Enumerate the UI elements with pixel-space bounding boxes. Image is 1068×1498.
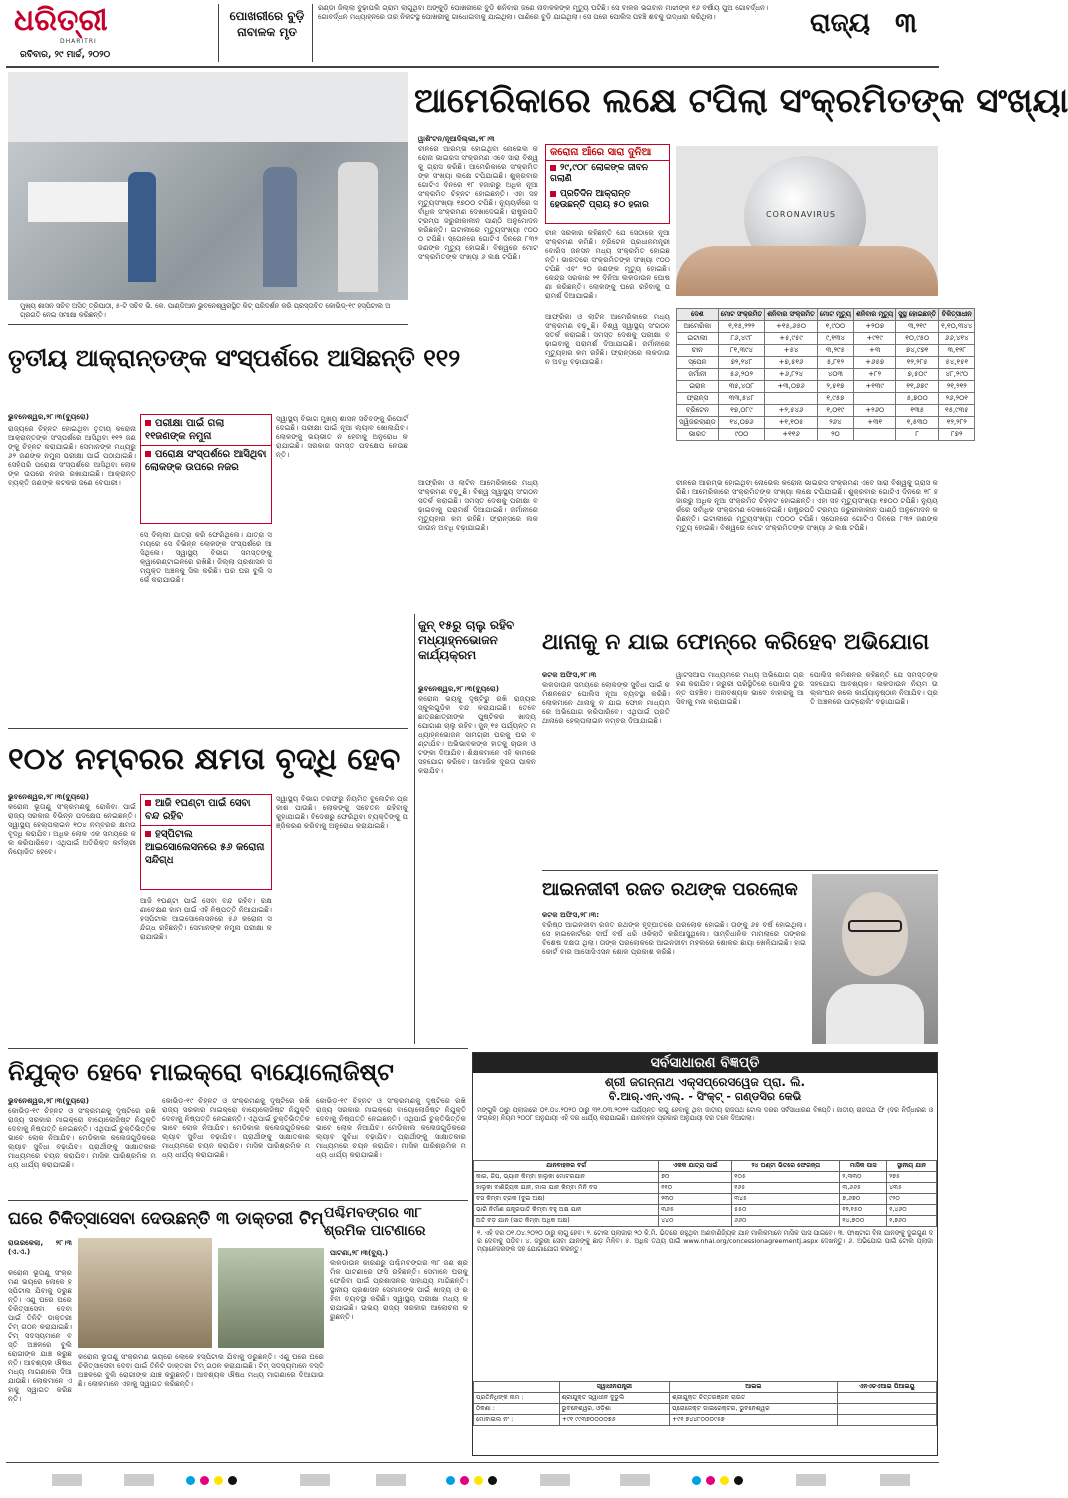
table-cell: ୮୬,୪୯୮ — [718, 333, 765, 345]
gray-block — [880, 1474, 910, 1486]
one04-dateline: ଭୁବନେଶ୍ୱର,୨୮।୩(ବ୍ୟୁରୋ) — [8, 792, 89, 801]
notice-notes: ୧. ଏହି ଦର ୦୧.୦୪.୨୦୨୦ ଠାରୁ ଲାଗୁ ହେବ। ୨. ଟୋଲ ପ୍ଲାଜାର ୨୦ କି.ମି. ଭିତରେ ରହୁଥିବା ଅଣବାଣିଜ୍ୟିକ ଯାନ ମାଲିକମାନେ ମାସିକ ପାସ ପାଇବେ। ୩. ଫାଷ୍ଟାଗ ବିନା ଯାନଙ୍କୁ ଦୁଇଗୁଣ ଦର ଦେବାକୁ ପଡ଼ିବ। ୪. ଜରୁରୀ ସେବା ଯାନଙ୍କୁ ଛାଡ଼ ମିଳିବ। ୫. ଅଧିକ ତଥ୍ୟ ପାଇଁ www.nhai.org/concessionagreementj.aspx ଦେଖନ୍ତୁ। ୬. ଅଭିଯୋଗ ପାଇଁ ଟୋଲ ପ୍ଲାଜା ମ୍ୟାନେଜରଙ୍କ ସହ ଯୋଗାଯୋଗ କରନ୍ତୁ। — [477, 1229, 933, 1254]
table-cell: ୨,୩୩୦ — [840, 1172, 887, 1183]
america-box-item — [546, 187, 669, 213]
america-headline: ଆମେରିକାରେ ଲକ୍ଷେ ଟପିଲା ସଂକ୍ରମିତଙ୍କ ସଂଖ୍ୟା — [414, 81, 1068, 121]
table-cell: +୯୧ ୯୯୩୭୦୦୦୦୭୬ — [559, 1415, 669, 1426]
table-row — [677, 321, 975, 333]
micro-body-col3: କୋଭିଡ଼-୧୯ ଚିହ୍ନଟ ଓ ସଂକ୍ରମଣକୁ ଦୃଷ୍ଟିରେ ରଖି ରାଜ୍ୟ ସରକାର ମାଇକ୍ରୋ ବାୟୋଲୋଜିଷ୍ଟ ନିଯୁକ୍ତି ଦେବାକୁ ନିଷ୍ପତ୍ତି ନେଇଛନ୍ତି। ଏଥିପାଇଁ ଚୁକ୍ତିଭିତ୍ତିକ ଭାବେ ଲୋକ ନିଆଯିବ। ମେଡିକାଲ କଲେଜଗୁଡ଼ିକରେ ଲ୍ୟାବ ସୁବିଧା ବଢ଼ାଯିବ। ପ୍ରାର୍ଥୀଙ୍କୁ ସାକ୍ଷାତକାର ମାଧ୍ୟମରେ ଚୟନ କରାଯିବ। ମାସିକ ପାରିଶ୍ରମିକ ମଧ୍ୟ ଧାର୍ଯ୍ୟ କରାଯାଇଛି। — [316, 1096, 466, 1159]
table-cell: ଶ୍ରୀଯୁକ୍ତ ଚିତ୍ତରଞ୍ଜନ ରାଉତ — [670, 1393, 838, 1404]
logo-text: ଧରିତ୍ରୀ — [14, 3, 108, 38]
table-row — [474, 1205, 937, 1216]
table-header: ଯାନବାହନର ବର୍ଗ — [474, 1161, 659, 1172]
table-cell: ୭,୫୦୯ — [896, 369, 939, 381]
table-cell: +୩ — [854, 345, 896, 357]
contact-table — [473, 1381, 937, 1426]
table-cell: ୧୩୫ — [896, 405, 939, 417]
divider — [8, 728, 408, 729]
table-cell: ୨୬,୨୦୧ — [939, 393, 975, 405]
table-cell: +୧୫,୬୫୦ — [765, 321, 818, 333]
third-box-item — [141, 446, 271, 476]
footer-rule — [6, 1462, 939, 1463]
table-cell: ୧୨,୨୮୨ — [939, 417, 975, 429]
micro-body-col1: କୋଭିଡ଼-୧୯ ଚିହ୍ନଟ ଓ ସଂକ୍ରମଣକୁ ଦୃଷ୍ଟିରେ ରଖି ରାଜ୍ୟ ସରକାର ମାଇକ୍ରୋ ବାୟୋଲୋଜିଷ୍ଟ ନିଯୁକ୍ତି ଦେବାକୁ ନିଷ୍ପତ୍ତି ନେଇଛନ୍ତି। ଏଥିପାଇଁ ଚୁକ୍ତିଭିତ୍ତିକ ଭାବେ ଲୋକ ନିଆଯିବ। ମେଡିକାଲ କଲେଜଗୁଡ଼ିକରେ ଲ୍ୟାବ ସୁବିଧା ବଢ଼ାଯିବ। ପ୍ରାର୍ଥୀଙ୍କୁ ସାକ୍ଷାତକାର ମାଧ୍ୟମରେ ଚୟନ କରାଯିବ। ମାସିକ ପାରିଶ୍ରମିକ ମଧ୍ୟ ଧାର୍ଯ୍ୟ କରାଯାଇଛି। — [8, 1106, 157, 1169]
table-cell: ୪୩୫ — [887, 1183, 937, 1194]
table-cell — [837, 1404, 936, 1415]
table-cell: ବ୍ରିଟେନ — [677, 405, 719, 417]
table-cell: ୩୩,୫୪୮ — [718, 393, 765, 405]
divider — [542, 870, 938, 871]
one04-headline: ୧୦୪ ନମ୍ବରର କ୍ଷମତା ବୃଦ୍ଧି ହେବ — [8, 742, 401, 777]
third-body-col2: ସେ ଦିଲ୍ଲୀ ଯାତ୍ରା କରି ଫେରିଥିଲେ। ଯାତ୍ରା ସମୟରେ ସେ ବିଭିନ୍ନ ଲୋକଙ୍କ ସଂସ୍ପର୍ଶରେ ଆସିଥିଲେ। ସ୍ୱାସ୍ଥ୍ୟ ବିଭାଗ ସମସ୍ତଙ୍କୁ କ୍ୱାରେଣ୍ଟାଇନରେ ରଖିଛି। ଜିଲ୍ଲା ପ୍ରଶାସନ ସମ୍ପୃକ୍ତ ଅଞ୍ଚଳକୁ ସିଲ କରିଛି। ଘର ଘର ବୁଲି ସର୍ଭେ କରାଯାଉଛି। — [140, 530, 272, 584]
table-row — [474, 1415, 937, 1426]
box-item-text: ପରୀକ୍ଷା ପାଇଁ ଗଲା ୧୧ଜଣଙ୍କ ନମୁନା — [145, 418, 225, 442]
table-cell: ୧୦,୯୫୦ — [896, 333, 939, 345]
midday-body: କରୋନା ଭୟକୁ ଦୃଷ୍ଟିରୁ ରଖି ରାଜ୍ୟର ସ୍କୁଲଗୁଡ଼ିକ ବନ୍ଦ କରାଯାଇଛି। ତେବେ ଛାତ୍ରଛାତ୍ରୀଙ୍କ ପୁଷ୍ଟିକର ଖାଦ୍ୟ ଯୋଗାଣ ଚାଲୁ ରହିବ। ଜୁନ୍ ୧୫ ପର୍ଯ୍ୟନ୍ତ ମଧ୍ୟାହ୍ନଭୋଜନ ସାମଗ୍ରୀ ଘରକୁ ଘର ବଣ୍ଟାଯିବ। ଅଭିଭାବକଙ୍କ ହାତକୁ ଚାଉଳ ଓ ଟଙ୍କା ଦିଆଯିବ। ଶିକ୍ଷକମାନେ ଏହି କାମରେ ସହଯୋଗ କରିବେ। ସାମାଜିକ ଦୂରତା ପାଳନ କରାଯିବ। — [418, 694, 536, 775]
table-cell: ଆମେରିକା — [677, 321, 719, 333]
thana-headline: ଥାନାକୁ ନ ଯାଇ ଫୋନ୍‌ରେ କରିହେବ ଅଭିଯୋଗ — [542, 630, 930, 655]
table-cell: ଇରାନ — [677, 381, 719, 393]
registration-marks — [0, 1470, 945, 1494]
table-cell: ୬୬,୪୧୪ — [939, 333, 975, 345]
table-cell: ୫୬,୨୦୨ — [718, 369, 765, 381]
divider — [8, 1048, 468, 1049]
gray-block — [124, 1474, 154, 1486]
table-cell — [837, 1393, 936, 1404]
table-cell: ୫,୭୦୦ — [896, 393, 939, 405]
america-box-title: କରୋନା ଆଁରେ ସାରା ଦୁନିଆ — [546, 145, 669, 161]
table-cell: ୩,୨୧୯ — [896, 321, 939, 333]
table-cell: ଭାରତ — [677, 429, 719, 441]
table-cell: ୧୫,୯୩୫ — [939, 405, 975, 417]
table-row — [474, 1216, 937, 1227]
table-cell: ୪୪୦ — [659, 1216, 732, 1227]
table-row — [677, 381, 975, 393]
masthead — [0, 0, 945, 64]
one04-body-col1: କରୋନା ଭୂତାଣୁ ସଂକ୍ରମଣକୁ ରୋକିବା ପାଇଁ ରାଜ୍ୟ ସରକାର ବିଭିନ୍ନ ପଦକ୍ଷେପ ନେଇଛନ୍ତି। ସ୍ୱାସ୍ଥ୍ୟ ହେଲ୍ପଲାଇନ ୧୦୪ ନମ୍ବରର କ୍ଷମତା ବୃଦ୍ଧି କରାଯିବ। ଅଧିକ ଲୋକ ଏକ ସମୟରେ କଲ କରିପାରିବେ। ଏଥିପାଇଁ ଅତିରିକ୍ତ କର୍ମଚାରୀ ନିୟୋଜିତ ହେବେ। — [8, 802, 136, 856]
table-cell: ୩,୧୨୮ — [939, 345, 975, 357]
table-cell: ଭାରି ନିର୍ମାଣ ଯନ୍ତ୍ରପାତି କିମ୍ବା ବହୁ ଅକ୍ଷ ଯାନ — [474, 1205, 659, 1216]
gray-block — [376, 1474, 406, 1486]
table-row — [677, 345, 975, 357]
divider — [8, 1200, 468, 1201]
globe-photo — [676, 146, 938, 296]
table-row — [677, 369, 975, 381]
table-cell: ୧,୧୫,୨୨୨ — [718, 321, 765, 333]
table-cell: ୭୪,୯୭୧ — [896, 345, 939, 357]
table-cell: +୭,୫୧୬ — [765, 357, 818, 369]
table-cell: ୯୨୦ — [887, 1194, 937, 1205]
table-cell: ୫୫୦ — [732, 1205, 840, 1216]
table-cell: ୨୦ — [817, 429, 853, 441]
rath-body: ବରିଷ୍ଠ ଆଇନଜୀବୀ ରଜତ ରଥଙ୍କ ହୃଦ୍‌ଘାତରେ ପରଲୋକ ହୋଇଛି। ତାଙ୍କୁ ୬୫ ବର୍ଷ ହୋଇଥିଲା। ସେ ହାଇକୋର୍ଟରେ ଦୀର୍ଘ ବର୍ଷ ଧରି ଓକିଲାତି କରିଆସୁଥିଲେ। ସାମ୍ବିଧାନିକ ମାମଲାରେ ତାଙ୍କର ବିଶେଷ ଦକ୍ଷତା ଥିଲା। ତାଙ୍କ ପରଲୋକରେ ଆଇନଜୀବୀ ମହଲରେ ଶୋକର ଛାୟା ଖେଳିଯାଇଛି। ହାଇକୋର୍ଟ ବାର ଆସୋସିଏସନ ଶୋକ ପ୍ରକାଶ କରିଛି। — [542, 920, 806, 956]
table-cell: ୮୭୨ — [939, 429, 975, 441]
box-item-text: ଆଜି ୧ଘଣ୍ଟା ପାଇଁ ସେବା ବନ୍ଦ ରହିବ — [145, 798, 251, 822]
table-cell: ୯,୧୩୪ — [817, 333, 853, 345]
table-cell: ୨୧,୨୧୨ — [939, 381, 975, 393]
table-row — [474, 1404, 937, 1415]
table-cell: ବସ କିମ୍ବା ଟ୍ରକ (ଦୁଇ ଅକ୍ଷ) — [474, 1194, 659, 1205]
table-header: ମାସିକ ପାସ — [840, 1161, 887, 1172]
logo — [14, 4, 144, 46]
midday-dateline: ଭୁବନେଶ୍ୱର,୨୮।୩(ବ୍ୟୁରୋ) — [418, 684, 499, 693]
table-cell: ୩,୨୯୫ — [817, 345, 853, 357]
world-stats-table — [676, 308, 975, 441]
thana-body-col3: ପୋଲିସ କମିଶନର କହିଛନ୍ତି ଯେ ସମସ୍ତଙ୍କ ସହଯୋଗ ଆବଶ୍ୟକ। ଲକଡାଉନ ନିୟମ ଉଲ୍ଲଂଘନ କଲେ କାର୍ଯ୍ୟାନୁଷ୍ଠାନ ନିଆଯିବ। ପ୍ରତି ଅଞ୍ଚଳରେ ପାଟ୍ରୋଲିଂ ବଢ଼ାଯାଇଛି। — [810, 670, 938, 706]
table-cell: +୫,୯୫୯ — [765, 333, 818, 345]
table-row — [677, 417, 975, 429]
table-row — [677, 357, 975, 369]
table-cell: +୯୧୯ — [854, 333, 896, 345]
cmyk-dots — [692, 1474, 752, 1488]
table-cell: ୪୦୩ — [817, 369, 853, 381]
divider — [218, 4, 219, 62]
midday-headline: ଜୁନ୍ ୧୫ରୁ ଚାଲୁ ରହିବ ମଧ୍ୟାହ୍ନଭୋଜନ କାର୍ଯ୍ୟକ୍ରମ — [418, 618, 515, 662]
table-cell: ଚୀନ — [677, 345, 719, 357]
teaser-text: ରଣ୍ଡା ଜିଲ୍ଲା ବୁଢ଼ାପଲି ଗ୍ରାମ ଲାଗୁଥିବା ଅଙ୍କୁଡ଼ି ପୋଖରୀରେ ବୁଡ଼ି ଶନିବାର ଜଣେ ନାବାଳକଙ୍କ ମୃତ୍ୟୁ ଘଟିଛି। ସେ ବାଳକ ଭଗବାନ ମାଝୀଙ୍କ ୧୬ ବର୍ଷୀୟ ପୁଅ ଗୋବର୍ଦ୍ଧନ। ଗୋବର୍ଦ୍ଧନ ମଧ୍ୟାହ୍ନରେ ତାର ନିକଟସ୍ଥ ପୋଖରୀକୁ ଗାଧୋଇବାକୁ ଯାଇଥିଲା। ପାଣିରେ ବୁଡ଼ି ଯାଇଥିଲା। ସେ ପରେ ପୋଲିସ ପହଞ୍ଚି ଶବକୁ ଉଦ୍ଧାର କରିଥିଲା। — [318, 4, 768, 22]
table-row — [474, 1194, 937, 1205]
table-cell: ଫ୍ରାନ୍ସ — [677, 393, 719, 405]
globe-label: CORONAVIRUS — [766, 210, 837, 219]
public-notice — [472, 1052, 938, 1456]
table-cell: ୩୬୫ — [659, 1205, 732, 1216]
table-header: ଶନିବାର ସଂକ୍ରମିତ — [765, 309, 818, 321]
table-cell: ୮ — [896, 429, 939, 441]
table-cell: ସ୍ପେନ — [677, 357, 719, 369]
ghare-photo — [78, 1238, 212, 1348]
america-body-col4: ଚୀନରେ ଆରମ୍ଭ ହୋଇଥିବା ନୋଭେଲ କରୋନା ଭାଇରସ ସଂକ୍ରମଣ ଏବେ ସାରା ବିଶ୍ୱକୁ ଗ୍ରାସ କରିଛି। ଆମେରିକାରେ ସଂକ୍ରମିତଙ୍କ ସଂଖ୍ୟା ଲକ୍ଷେ ଟପିଯାଇଛି। ଶୁକ୍ରବାର ଗୋଟିଏ ଦିନରେ ୧୮ ହଜାରରୁ ଅଧିକ ନୂଆ ସଂକ୍ରମିତ ଚିହ୍ନଟ ହୋଇଛନ୍ତି। ଏହା ସହ ମୃତ୍ୟୁସଂଖ୍ୟା ୧୭୦୦ ଟପିଛି। ନ୍ୟୁୟର୍କରେ ସର୍ବାଧିକ ସଂକ୍ରମଣ ଦେଖାଦେଇଛି। ରାଷ୍ଟ୍ରପତି ଟ୍ରମ୍ପ ଜରୁରୀକାଳୀନ ପାଣ୍ଠି ଅନୁମୋଦନ କରିଛନ୍ତି। ଇଟାଲୀରେ ମୃତ୍ୟୁସଂଖ୍ୟା ୯୦୦୦ ଟପିଛି। ସ୍ପେନରେ ଗୋଟିଏ ଦିନରେ ୮୩୨ ଜଣଙ୍କ ମୃତ୍ୟୁ ହୋଇଛି। ବିଶ୍ୱରେ ମୋଟ ସଂକ୍ରମିତଙ୍କ ସଂଖ୍ୟା ୬ ଲକ୍ଷ ଟପିଛି। — [676, 478, 938, 532]
table-cell: +୬,୮୨୪ — [765, 369, 818, 381]
table-cell: ୮୧,୩୯୪ — [718, 345, 765, 357]
rath-headline: ଆଇନଜୀବୀ ରଜତ ରଥଙ୍କ ପରଲୋକ — [542, 879, 798, 900]
table-cell — [765, 393, 818, 405]
thana-body-col1: ଲକଡାଉନ ସମୟରେ ଲୋକଙ୍କ ସୁବିଧା ପାଇଁ କମିଶନରେଟ ପୋଲିସ ନୂଆ ବ୍ୟବସ୍ଥା କରିଛି। ଲୋକମାନେ ଥାନାକୁ ନ ଯାଇ ଫୋନ ମାଧ୍ୟମରେ ଅଭିଯୋଗ କରିପାରିବେ। ଏଥିପାଇଁ ପ୍ରତି ଥାନାରେ ହେଲ୍ପଲାଇନ ନମ୍ବର ଦିଆଯାଇଛି। — [542, 680, 670, 725]
notice-subtitle: ବି.ଆର୍.ଏନ୍.ଏଲ୍. - ସିଂକ୍ଟ୍ - ଗଣ୍ଡସିର କେଭି — [608, 1090, 802, 1103]
bengal-headline: ପଶ୍ଚିମବଙ୍ଗର ୩୮ ଶ୍ରମିକ ପାଟଣାରେ — [324, 1205, 426, 1239]
table-cell — [837, 1415, 936, 1426]
third-body-col1: ରାଜ୍ୟରେ ଚିହ୍ନଟ ହୋଇଥିବା ତୃତୀୟ କରୋନା ଆକ୍ରାନ୍ତଙ୍କ ସଂସ୍ପର୍ଶରେ ଆସିଥିବା ୧୧୨ ଜଣଙ୍କୁ ଚିହ୍ନଟ କରାଯାଇଛି। ସେମାନଙ୍କ ମଧ୍ୟରୁ ୬୨ ଜଣଙ୍କ ନମୁନା ପରୀକ୍ଷା ପାଇଁ ପଠାଯାଇଛି। ସେହିପରି ପରୋକ୍ଷ ସଂସ୍ପର୍ଶରେ ଆସିଥିବା ଲୋକଙ୍କ ଉପରେ ନଜର ରଖାଯାଇଛି। ଆକ୍ରାନ୍ତ ବ୍ୟକ୍ତି ଜଣଙ୍କ କଟକର ଜଣେ ବେପାରୀ। — [8, 424, 136, 487]
table-cell: +୧୧୬ — [765, 429, 818, 441]
table-row — [474, 1183, 937, 1194]
box-item-text: ପରୋକ୍ଷ ସଂସ୍ପର୍ଶରେ ଆସିଥିବା ଲୋକଙ୍କ ଉପରେ ନଜର — [145, 449, 267, 473]
table-row — [474, 1393, 937, 1404]
table-cell: ୩୫,୪୦୮ — [718, 381, 765, 393]
table-cell: ହାଲୁକା ବାଣିଜ୍ୟିକ ଯାନ, ମାଲ ଯାନ କିମ୍ବା ମିନି ବସ — [474, 1183, 659, 1194]
table-cell: ୭,୬୭୦ — [840, 1194, 887, 1205]
table-cell: +୩,୦୭୬ — [765, 381, 818, 393]
table-header: ଶନିବାର ମୃତ୍ୟୁ — [854, 309, 896, 321]
cmyk-dots — [186, 1474, 246, 1488]
rath-dateline: କଟକ ଅଫିସ,୨୮।୩: — [542, 910, 600, 919]
table-cell: ୨୭୫ — [887, 1172, 937, 1183]
table-row — [677, 405, 975, 417]
bengal-dateline: ପାଟଣା,୨୮।୩(ବ୍ୟୁ.) — [330, 1248, 389, 1257]
ghare-headline: ଘରେ ଚିକିତ୍ସାସେବା ଦେଉଛନ୍ତି ୩ ଡାକ୍ତରୀ ଟିମ୍ — [8, 1209, 324, 1229]
notice-title: ସର୍ବସାଧାରଣ ବିଜ୍ଞପ୍ତି — [473, 1053, 937, 1073]
table-cell: ୧୭,୦୮୯ — [718, 405, 765, 417]
table-cell: ୩୪୫ — [732, 1194, 840, 1205]
table-cell: +୮୨ — [854, 369, 896, 381]
thana-dateline: କଟକ ଅଫିସ,୨୮।୩ — [542, 670, 597, 679]
box-item-text: ୨୯,୯୦୮ ଲୋକଙ୍କ ଜୀବନ ଗଲାଣି — [550, 163, 649, 184]
table-cell: ୧୧୦ — [659, 1183, 732, 1194]
ghare-body-col1: କରୋନା ଭୂତାଣୁ ସଂକ୍ରମଣ ଭୟରେ ଲୋକେ ହସ୍ପିଟାଲ ଯିବାକୁ ଡରୁଛନ୍ତି। ଏଣୁ ଘରେ ଘରେ ଚିକିତ୍ସାସେବା ଦେବା ପାଇଁ ତିନିଟି ଡାକ୍ତରୀ ଟିମ୍ ଗଠନ କରାଯାଇଛି। ଟିମ୍ ସଦସ୍ୟମାନେ ବସ୍ତି ଅଞ୍ଚଳରେ ବୁଲି ରୋଗୀଙ୍କ ଯାଞ୍ଚ କରୁଛନ୍ତି। ଆବଶ୍ୟକ ଔଷଧ ମଧ୍ୟ ମାଗଣାରେ ଦିଆଯାଉଛି। ଲୋକମାନେ ଏହାକୁ ସ୍ୱାଗତ କରିଛନ୍ତି। — [8, 1268, 72, 1403]
divider — [312, 4, 313, 62]
table-cell: +୧,୧୦୫ — [765, 417, 818, 429]
bengal-body: ଲକଡାଉନ କାରଣରୁ ପଶ୍ଚିମବଙ୍ଗର ୩୮ ଜଣ ଶ୍ରମିକ ପାଟଣାରେ ଫସି ରହିଛନ୍ତି। ସେମାନେ ଘରକୁ ଫେରିବା ପାଇଁ ପ୍ରଶାସନର ସାହାଯ୍ୟ ମାଗିଛନ୍ତି। ସ୍ଥାନୀୟ ପ୍ରଶାସନ ସେମାନଙ୍କ ପାଇଁ ଖାଦ୍ୟ ଓ ରହିବା ବ୍ୟବସ୍ଥା କରିଛି। ସ୍ୱାସ୍ଥ୍ୟ ପରୀକ୍ଷା ମଧ୍ୟ କରାଯାଇଛି। ଉଭୟ ରାଜ୍ୟ ସରକାର ଆଲୋଚନା କରୁଛନ୍ତି। — [330, 1258, 468, 1321]
table-cell: +୨,୫୪୬ — [765, 405, 818, 417]
table-cell: +୩୧ — [854, 417, 896, 429]
third-box — [140, 414, 272, 524]
table-cell: ୧୦୫ — [732, 1172, 840, 1183]
america-body-col2: ଚୀନ ସରକାର କହିଛନ୍ତି ଯେ ସେଠାରେ ନୂଆ ସଂକ୍ରମଣ କମିଛି। ବ୍ରିଟେନ ପ୍ରଧାନମନ୍ତ୍ରୀ ବୋରିସ ଜନସନ ମଧ୍ୟ ସଂକ୍ରମିତ ହୋଇଛନ୍ତି। ଭାରତରେ ସଂକ୍ରମିତଙ୍କ ସଂଖ୍ୟା ୯୦୦ ଟପିଛି ଏବଂ ୨୦ ଜଣଙ୍କ ମୃତ୍ୟୁ ହୋଇଛି। କେନ୍ଦ୍ର ସରକାର ୨୧ ଦିନିଆ ଲକଡାଉନ ଘୋଷଣା କରିଛନ୍ତି। ଲୋକଙ୍କୁ ଘରେ ରହିବାକୁ ପରାମର୍ଶ ଦିଆଯାଇଛି। — [545, 228, 670, 300]
gray-block — [52, 1474, 82, 1486]
rath-photo — [812, 874, 938, 1044]
ghare-body-col2: କରୋନା ଭୂତାଣୁ ସଂକ୍ରମଣ ଭୟରେ ଲୋକେ ହସ୍ପିଟାଲ ଯିବାକୁ ଡରୁଛନ୍ତି। ଏଣୁ ଘରେ ଘରେ ଚିକିତ୍ସାସେବା ଦେବା ପାଇଁ ତିନିଟି ଡାକ୍ତରୀ ଟିମ୍ ଗଠନ କରାଯାଇଛି। ଟିମ୍ ସଦସ୍ୟମାନେ ବସ୍ତି ଅଞ୍ଚଳରେ ବୁଲି ରୋଗୀଙ୍କ ଯାଞ୍ଚ କରୁଛନ୍ତି। ଆବଶ୍ୟକ ଔଷଧ ମଧ୍ୟ ମାଗଣାରେ ଦିଆଯାଉଛି। ଲୋକମାନେ ଏହାକୁ ସ୍ୱାଗତ କରିଛନ୍ତି। — [78, 1352, 324, 1388]
table-header: ଦେଶ — [677, 309, 719, 321]
table-cell: ୫୪,୧୫୧ — [939, 357, 975, 369]
table-cell: ୯୦୦ — [718, 429, 765, 441]
one04-body-col2: ଆଜି ୧ଘଣ୍ଟା ପାଇଁ ସେବା ବନ୍ଦ ରହିବ। ରକ୍ଷଣାବେକ୍ଷଣ କାମ ପାଇଁ ଏହି ନିଷ୍ପତ୍ତି ନିଆଯାଇଛି। ହସ୍ପିଟାଲ ଆଇସୋଲେସନରେ ୫୬ କରୋନା ସନ୍ଦିଗ୍ଧ ରହିଛନ୍ତି। ସେମାନଙ୍କ ନମୁନା ପରୀକ୍ଷା କରାଯାଉଛି। — [140, 896, 272, 941]
table-cell: ପ୍ରୋଜେକ୍ଟ ଡାଇରେକ୍ଟର, ଭୁବନେଶ୍ୱର — [670, 1404, 838, 1415]
table-cell: +୫୪ — [765, 345, 818, 357]
table-cell: ୧୪,୦୭୬ — [718, 417, 765, 429]
table-cell: ଅତି ବଡ଼ ଯାନ (ସାତ କିମ୍ବା ଅଧିକ ଅକ୍ଷ) — [474, 1216, 659, 1227]
hospital-photo — [8, 72, 408, 300]
thana-body-col2: ୱାଟସଆପ ମାଧ୍ୟମରେ ମଧ୍ୟ ଅଭିଯୋଗ ଗ୍ରହଣ କରାଯିବ। ଜରୁରୀ ପରିସ୍ଥିତିରେ ପୋଲିସ ତୁରନ୍ତ ପହଞ୍ଚିବ। ଅନାବଶ୍ୟକ ଭାବେ ବାହାରକୁ ଆସିବାକୁ ମନା କରାଯାଇଛି। — [676, 670, 804, 706]
box-item-text: ପ୍ରତିଦିନ ଆକ୍ରାନ୍ତ ହେଉଛନ୍ତି ପ୍ରାୟ ୫୦ ହଜାର — [550, 189, 649, 210]
logo-subtext: DHARITRI — [60, 38, 97, 45]
table-cell: ୨,୫୧୭ — [817, 381, 853, 393]
table-header: ସୁସ୍ଥ ହୋଇଛନ୍ତି — [896, 309, 939, 321]
table-cell: ୫,୮୧୨ — [817, 357, 853, 369]
notice-company: ଶ୍ରୀ ଜଗନ୍ନାଥ ଏକ୍ସପ୍ରେସୱେଜ ପ୍ରା. ଲି. — [604, 1075, 806, 1089]
world-table — [676, 308, 973, 441]
table-header: ସ୍ଥାନୀୟ ଯାନ — [887, 1161, 937, 1172]
table-cell: ୧,୦୧୯ — [817, 405, 853, 417]
one04-box — [140, 794, 272, 890]
table-cell: ୧,୭୬୦ — [887, 1216, 937, 1227]
section-name: ରାଜ୍ୟ — [810, 8, 871, 38]
table-cell: ୧୬୫ — [732, 1183, 840, 1194]
table-cell: ୧,୧୦,୩୪୪ — [939, 321, 975, 333]
table-cell: ୧୧,୬୭୯ — [896, 381, 939, 393]
one04-box-item — [141, 795, 271, 826]
table-cell: +୯୧ ୭୪୪୮୦୦୦୯୫୭ — [670, 1415, 838, 1426]
table-header: ମୋଟ ସଂକ୍ରମିତ — [718, 309, 765, 321]
table-cell: ୧,୫୩୦ — [896, 417, 939, 429]
table-cell: କାର, ଜିପ, ଭ୍ୟାନ କିମ୍ବା ହାଲୁକା ମୋଟରଯାନ — [474, 1172, 659, 1183]
america-body-col1: ଚୀନରେ ଆରମ୍ଭ ହୋଇଥିବା ନୋଭେଲ କରୋନା ଭାଇରସ ସଂକ୍ରମଣ ଏବେ ସାରା ବିଶ୍ୱକୁ ଗ୍ରାସ କରିଛି। ଆମେରିକାରେ ସଂକ୍ରମିତଙ୍କ ସଂଖ୍ୟା ଲକ୍ଷେ ଟପିଯାଇଛି। ଶୁକ୍ରବାର ଗୋଟିଏ ଦିନରେ ୧୮ ହଜାରରୁ ଅଧିକ ନୂଆ ସଂକ୍ରମିତ ଚିହ୍ନଟ ହୋଇଛନ୍ତି। ଏହା ସହ ମୃତ୍ୟୁସଂଖ୍ୟା ୧୭୦୦ ଟପିଛି। ନ୍ୟୁୟର୍କରେ ସର୍ବାଧିକ ସଂକ୍ରମଣ ଦେଖାଦେଇଛି। ରାଷ୍ଟ୍ରପତି ଟ୍ରମ୍ପ ଜରୁରୀକାଳୀନ ପାଣ୍ଠି ଅନୁମୋଦନ କରିଛନ୍ତି। ଇଟାଲୀରେ ମୃତ୍ୟୁସଂଖ୍ୟା ୯୦୦୦ ଟପିଛି। ସ୍ପେନରେ ଗୋଟିଏ ଦିନରେ ୮୩୨ ଜଣଙ୍କ ମୃତ୍ୟୁ ହୋଇଛି। ବିଶ୍ୱରେ ମୋଟ ସଂକ୍ରମିତଙ୍କ ସଂଖ୍ୟା ୬ ଲକ୍ଷ ଟପିଛି। — [418, 144, 538, 261]
table-cell: ୧୨,୨୮୫ — [896, 357, 939, 369]
table-cell: ୧,୯୦୦ — [817, 321, 853, 333]
table-row — [677, 393, 975, 405]
america-box-item — [546, 161, 669, 187]
america-box — [545, 144, 670, 224]
one04-body-col3: ସ୍ୱାସ୍ଥ୍ୟ ବିଭାଗ ତରଫରୁ ନିୟମିତ ବୁଲେଟିନ ପ୍ରକାଶ ପାଉଛି। ଲୋକଙ୍କୁ ସଚେତନ ରହିବାକୁ କୁହାଯାଇଛି। ବିଦେଶରୁ ଫେରିଥିବା ବ୍ୟକ୍ତିଙ୍କୁ ପଞ୍ଜିକରଣ କରିବାକୁ ଅନୁରୋଧ କରାଯାଇଛି। — [276, 794, 408, 830]
table-cell: +୨୬୦ — [854, 405, 896, 417]
gray-block — [796, 1474, 826, 1486]
table-row — [677, 333, 975, 345]
table-header: ୨୪ ଘଣ୍ଟା ଭିତରେ ଫେରନ୍ତା — [732, 1161, 840, 1172]
table-header: ସ୍ୱାଧୀନଯନ୍ତ୍ରୀ — [559, 1382, 669, 1393]
america-body-col3: ଆଫ୍ରିକା ଓ ଲାଟିନ ଆମେରିକାରେ ମଧ୍ୟ ସଂକ୍ରମଣ ବଢ଼ୁଛି। ବିଶ୍ୱ ସ୍ୱାସ୍ଥ୍ୟ ସଂଗଠନ ସତର୍କ କରାଇଛି। ସମସ୍ତ ଦେଶକୁ ପରୀକ୍ଷା ବଢ଼ାଇବାକୁ ପରାମର୍ଶ ଦିଆଯାଇଛି। ଜର୍ମାନୀରେ ମୃତ୍ୟୁହାର କମ ରହିଛି। ଫ୍ରାନ୍ସରେ ଲକଡାଉନ ଅବଧି ବଢ଼ାଯାଇଛି। — [545, 312, 670, 366]
third-headline: ତୃତୀୟ ଆକ୍ରାନ୍ତଙ୍କ ସଂସ୍ପର୍ଶରେ ଆସିଛନ୍ତି ୧୧୨ — [8, 344, 461, 372]
page-number: ୩ — [895, 6, 918, 39]
table-cell: ୭୦ — [659, 1172, 732, 1183]
table-cell: ୧,୯୫୭ — [817, 393, 853, 405]
table-cell: ୪୮,୨୯୦ — [939, 369, 975, 381]
notice-intro: ମଙ୍ଗୁଳି ଠାରୁ ପ୍ଲାଜାରେ ୦୧.୦୪.୨୦୨୦ ଠାରୁ ୩୧.୦୩.୨୦୨୧ ପର୍ଯ୍ୟନ୍ତ ଲାଗୁ ହେବାକୁ ଥିବା ଜାତୀୟ ରାଜପଥ ଟୋଲ ଦରର ସର୍ବସାଧାରଣ ବିଜ୍ଞପ୍ତି। ଜାତୀୟ ରାଜପଥ ଫି (ଦର ନିର୍ଦ୍ଧାରଣ ଓ ସଂଗ୍ରହ) ନିୟମ ୨୦୦୮ ଅନୁଯାୟୀ ଏହି ଦର ଧାର୍ଯ୍ୟ କରାଯାଇଛି। ଯାନବାହନ ପ୍ରକାର ଅନୁଯାୟୀ ଦର ତଳେ ଦିଆଗଲା। — [477, 1106, 933, 1122]
table-cell: ୧୪,୭୦୦ — [840, 1216, 887, 1227]
third-dateline: ଭୁବନେଶ୍ୱର,୨୮।୩(ବ୍ୟୁରୋ) — [8, 412, 89, 421]
table-header: ଚିକିତ୍ସାଧୀନ — [939, 309, 975, 321]
table-cell — [854, 429, 896, 441]
masthead-date: ରବିବାର, ୨୯ ମାର୍ଚ୍ଚ, ୨୦୨୦ — [20, 50, 111, 60]
table-cell: +୧୩୯ — [854, 381, 896, 393]
table-cell: ଠିକଣା : — [474, 1404, 560, 1415]
table-header: ଏକକ ଯାତ୍ରା ପାଇଁ — [659, 1161, 732, 1172]
table-cell: ଭୁବନେଶ୍ୱର, ଓଡ଼ିଶା — [559, 1404, 669, 1415]
table-cell: ୨୩୦ — [659, 1194, 732, 1205]
table-cell: ୧୨,୧୫୦ — [840, 1205, 887, 1216]
table-cell: ୨୬୪ — [817, 417, 853, 429]
table-cell: ପ୍ରତିନିଧିଙ୍କ ନାମ : — [474, 1393, 560, 1404]
table-row — [677, 429, 975, 441]
divider — [414, 614, 415, 1044]
gray-block — [300, 1474, 330, 1486]
table-cell: +୬୫୭ — [854, 357, 896, 369]
photo-caption: ମୁଖ୍ୟ ଶାସନ ସଚିବ ଅସିତ୍ ତ୍ରିପାଠୀ, ୫-ଟି ସଚିବ ଭି. କେ. ପାଣ୍ଡିଆନ ଭୁବନେଶ୍ୱରସ୍ଥିତ କିଟ୍ ପରିଦର୍ଶନ କରି ପ୍ରସ୍ତାବିତ କୋଭିଡ୍-୧୯ ହସ୍ପିଟାଲ ଅଗ୍ରଗତି ନେଇ ସମୀକ୍ଷା କରିଛନ୍ତି। — [20, 302, 391, 319]
table-cell: +୨୦୭ — [854, 321, 896, 333]
divider — [8, 324, 408, 325]
america-body-col1b: ଆଫ୍ରିକା ଓ ଲାଟିନ ଆମେରିକାରେ ମଧ୍ୟ ସଂକ୍ରମଣ ବଢ଼ୁଛି। ବିଶ୍ୱ ସ୍ୱାସ୍ଥ୍ୟ ସଂଗଠନ ସତର୍କ କରାଇଛି। ସମସ୍ତ ଦେଶକୁ ପରୀକ୍ଷା ବଢ଼ାଇବାକୁ ପରାମର୍ଶ ଦିଆଯାଇଛି। ଜର୍ମାନୀରେ ମୃତ୍ୟୁହାର କମ ରହିଛି। ଫ୍ରାନ୍ସରେ ଲକଡାଉନ ଅବଧି ବଢ଼ାଯାଇଛି। — [418, 478, 538, 532]
gray-block — [540, 1474, 570, 1486]
table-cell: ମୋବାଇଲ ନଂ : — [474, 1415, 560, 1426]
masthead-rule — [6, 66, 939, 68]
table-header: ଏନଏଚଏଆଇ ପିଆଇୟୁ — [837, 1382, 936, 1393]
table-cell: ସ୍ୱିଜରଲାଣ୍ଡ — [677, 417, 719, 429]
toll-rate-table — [473, 1160, 937, 1227]
table-row — [474, 1172, 937, 1183]
table-cell: ଜର୍ମାନୀ — [677, 369, 719, 381]
table-cell: ଇଟାଲୀ — [677, 333, 719, 345]
table-cell — [854, 393, 896, 405]
micro-headline: ନିଯୁକ୍ତ ହେବେ ମାଇକ୍ରୋ ବାୟୋଲୋଜିଷ୍ଟ — [8, 1058, 394, 1086]
teaser-title: ପୋଖରୀରେ ବୁଡ଼ି ନାବାଳକ ମୃତ — [229, 9, 305, 39]
box-item-text: ହସ୍ପିଟାଲ ଆଇସୋଲେସନରେ ୫୬ କରୋନା ସନ୍ଦିଗ୍ଧ — [145, 829, 265, 866]
third-box-item — [141, 415, 271, 446]
bengal-photo — [218, 1248, 324, 1348]
ghare-dateline: ରାଉରକେଲା, ୨୮।୩(ଏ.ଏ.) — [8, 1238, 72, 1256]
table-cell: ୬୬୦ — [732, 1216, 840, 1227]
cmyk-dots — [446, 1474, 506, 1488]
micro-body-col2: କୋଭିଡ଼-୧୯ ଚିହ୍ନଟ ଓ ସଂକ୍ରମଣକୁ ଦୃଷ୍ଟିରେ ରଖି ରାଜ୍ୟ ସରକାର ମାଇକ୍ରୋ ବାୟୋଲୋଜିଷ୍ଟ ନିଯୁକ୍ତି ଦେବାକୁ ନିଷ୍ପତ୍ତି ନେଇଛନ୍ତି। ଏଥିପାଇଁ ଚୁକ୍ତିଭିତ୍ତିକ ଭାବେ ଲୋକ ନିଆଯିବ। ମେଡିକାଲ କଲେଜଗୁଡ଼ିକରେ ଲ୍ୟାବ ସୁବିଧା ବଢ଼ାଯିବ। ପ୍ରାର୍ଥୀଙ୍କୁ ସାକ୍ଷାତକାର ମାଧ୍ୟମରେ ଚୟନ କରାଯିବ। ମାସିକ ପାରିଶ୍ରମିକ ମଧ୍ୟ ଧାର୍ଯ୍ୟ କରାଯାଇଛି। — [162, 1096, 311, 1159]
table-cell: ଶ୍ରୀଯୁକ୍ତ ସ୍ୱାଧୀନ ଦୁଡୁଲି — [559, 1393, 669, 1404]
table-header: ଆଇଇ — [670, 1382, 838, 1393]
america-dateline: ୱାଶିଂଟନ/ନୂଆଦିଲ୍ଲୀ,୨୮।୩ — [418, 134, 495, 143]
gray-block — [620, 1474, 650, 1486]
one04-box-item — [141, 826, 271, 869]
table-cell: ୧,୪୬୦ — [887, 1205, 937, 1216]
table-cell: ୭୨,୨୪୮ — [718, 357, 765, 369]
micro-dateline: ଭୁବନେଶ୍ୱର,୨୮।୩(ବ୍ୟୁରୋ) — [8, 1096, 89, 1105]
third-body-col3: ସ୍ୱାସ୍ଥ୍ୟ ବିଭାଗ ମୁଖ୍ୟ ଶାସନ ସଚିବଙ୍କୁ ରିପୋର୍ଟ ଦେଇଛି। ପରୀକ୍ଷା ପାଇଁ ନୂଆ ଲ୍ୟାବ ଖୋଲାଯିବ। ଲୋକଙ୍କୁ ଭୟଭୀତ ନ ହେବାକୁ ଅନୁରୋଧ କରାଯାଇଛି। ସରକାର ସମସ୍ତ ପଦକ୍ଷେପ ନେଉଛନ୍ତି। — [276, 414, 408, 459]
table-cell: ୩,୬୬୫ — [840, 1183, 887, 1194]
table-header: ମୋଟ ମୃତ୍ୟୁ — [817, 309, 853, 321]
